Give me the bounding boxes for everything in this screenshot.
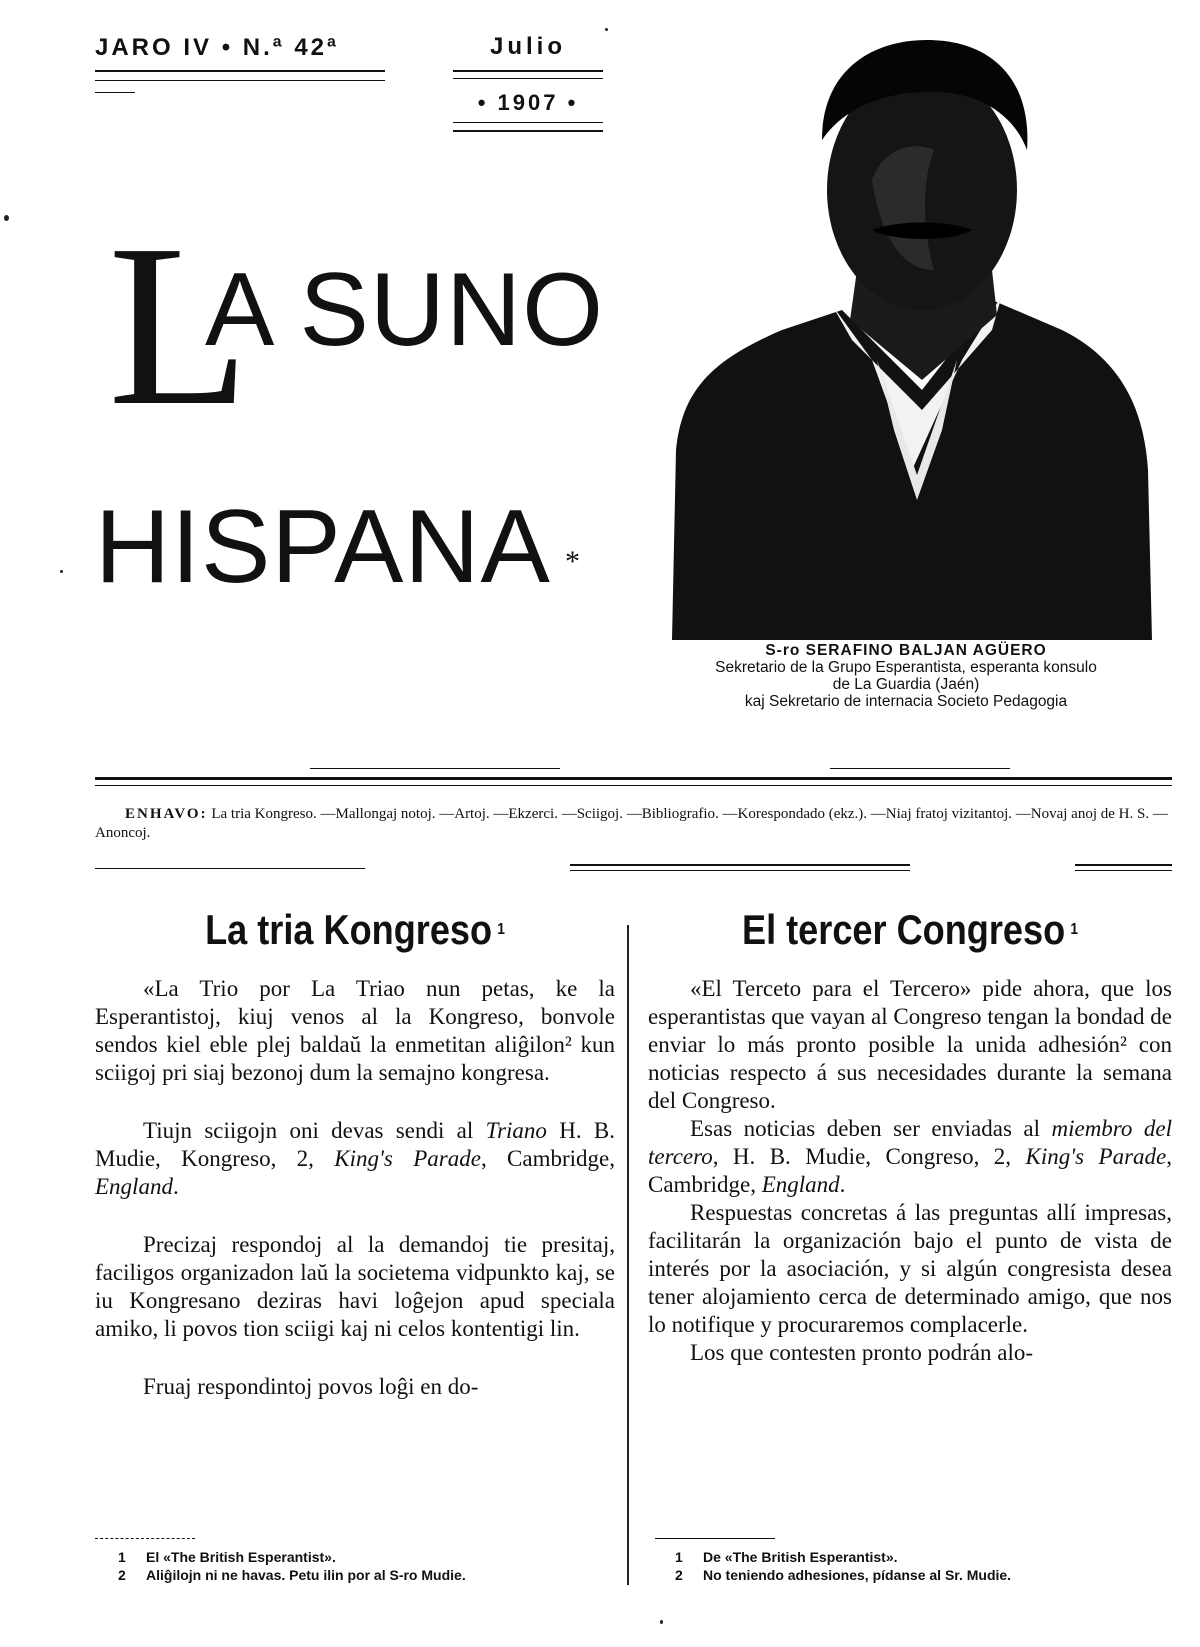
text-run: H. B. Mudie, Kongreso, 2,: [95, 1118, 615, 1171]
article-heading: [685, 905, 1136, 955]
footnote: [675, 1548, 1175, 1566]
print-speck: [60, 570, 63, 573]
text-run: , Cambridge,: [480, 1146, 616, 1171]
heading-text: El tercer Congreso: [741, 906, 1066, 953]
italic-run: England: [95, 1174, 173, 1199]
ornament-rule: [830, 768, 1010, 769]
italic-run: King's Parade: [1025, 1144, 1167, 1169]
toc-rule: [570, 870, 910, 871]
portrait-caption: [640, 642, 1172, 710]
article-esperanto: [95, 905, 615, 1401]
article-paragraph: Respuestas concretas á las preguntas allí impresas, facilitarán la organización bajo el punto de vista de interés por la asociación, y si algún congresista desea tener alojamiento cerca de determinado amigo, que nos lo notifique y procuraremos complacerle.: [648, 1200, 1172, 1337]
table-of-contents: [95, 805, 1172, 843]
text-run: .: [839, 1172, 846, 1197]
article-paragraph: Fruaj respondintoj povos loĝi en do-: [143, 1374, 479, 1399]
footnotes-right: [675, 1548, 1175, 1584]
toc-rule: [1075, 870, 1172, 871]
footnote-number: 2: [675, 1567, 683, 1583]
article-paragraph: «El Terceto para el Tercero» pide ahora, que los esperantistas que vayan al Congreso tengan la bondad de enviar lo más pronto posible la unida adhesión² con noticias respecto á sus necesidades durante la semana del Congreso.: [648, 976, 1172, 1113]
section-rule: [95, 785, 1172, 786]
title-initial: L: [108, 197, 250, 454]
footnote: [118, 1566, 628, 1584]
italic-run: England: [761, 1172, 840, 1197]
italic-run: King's Parade: [334, 1146, 481, 1171]
article-paragraph: «La Trio por La Triao nun petas, ke la Esperantistoj, kiuj venos al la Kongreso, bonvole sendos kiel eble plej baldaŭ la enmetitan aliĝilon² kun sciigoj pri siaj bezonoj dum la semajno kongresa.: [95, 976, 615, 1085]
title-line-2: HISPANA: [95, 489, 551, 605]
toc-rule: [1075, 864, 1172, 866]
ornament-rule: [310, 768, 560, 769]
toc-rule: [95, 868, 365, 869]
italic-run: miembro del tercero: [648, 1116, 1172, 1169]
footnotes-left: [118, 1548, 628, 1584]
italic-run: Triano: [485, 1118, 547, 1143]
toc-rule: [570, 864, 910, 866]
footnote-number: 1: [118, 1549, 126, 1565]
article-spanish: [648, 905, 1172, 1367]
masthead-rule: [95, 80, 385, 81]
article-heading: [131, 905, 578, 955]
date-rule: [453, 122, 603, 123]
caption-name: S-ro SERAFINO BALJAN AGÜERO: [765, 642, 1047, 659]
text-run: , Cambridge,: [648, 1144, 1172, 1197]
article-paragraph: Precizaj respondoj al la demandoj tie presitaj, faciligos organizadon laŭ la societema vidpunkto kaj, se iu Kongresano deziras havi loĝejon apud speciala amiko, li povos tion sciigi kaj ni celos kontentigi lin.: [95, 1232, 615, 1341]
masthead-rule: [95, 92, 135, 93]
footnote-rule: [655, 1538, 775, 1539]
footnote: [675, 1566, 1175, 1584]
text-run: .: [172, 1174, 179, 1199]
title-star: *: [565, 545, 580, 578]
portrait-image: [672, 30, 1152, 640]
caption-line: de La Guardia (Jaén): [832, 676, 980, 693]
print-speck: [605, 28, 608, 31]
column-divider: [627, 925, 629, 1585]
footnote-text: De «The British Esperantist».: [703, 1549, 898, 1565]
caption-line: kaj Sekretario de internacia Societo Pedagogia: [744, 693, 1068, 710]
footnote-rule: [95, 1538, 195, 1539]
text-run: Esas noticias deben ser enviadas al: [690, 1116, 1052, 1141]
footnote-text: Aliĝilojn ni ne havas. Petu ilin por al S-ro Mudie.: [146, 1567, 466, 1583]
title-line-1: A SUNO: [205, 252, 604, 368]
issue-year: • 1907 •: [477, 90, 579, 115]
footnote-marker: 1: [1070, 921, 1078, 938]
footnote-marker: 1: [497, 921, 505, 938]
article-paragraph: Los que contesten pronto podrán alo-: [690, 1340, 1033, 1365]
date-rule: [453, 70, 603, 72]
toc-label: ENHAVO:: [125, 806, 208, 822]
masthead-rule: [95, 70, 385, 72]
text-run: Tiujn sciigojn oni devas sendi al: [143, 1118, 486, 1143]
footnote-text: El «The British Esperantist».: [146, 1549, 336, 1565]
caption-line: Sekretario de la Grupo Esperantista, esperanta konsulo: [715, 659, 1097, 676]
footnote: [118, 1548, 628, 1566]
text-run: , H. B. Mudie, Congreso, 2,: [712, 1144, 1026, 1169]
section-rule: [95, 777, 1172, 780]
date-rule: [453, 78, 603, 79]
issue-month: Julio: [489, 33, 566, 60]
issue-number: JARO IV • N.ª 42ª: [95, 34, 339, 61]
footnote-number: 2: [118, 1567, 126, 1583]
article-paragraph: [95, 1117, 615, 1201]
print-speck: [4, 215, 9, 221]
date-rule: [453, 130, 603, 132]
toc-text: La tria Kongreso. —Mallongaj notoj. —Artoj. —Ekzerci. —Sciigoj. —Bibliografio. —Korespondado (ekz.). —Niaj fratoj vizitantoj. —Novaj anoj de H. S. —Anoncoj.: [95, 806, 1168, 841]
footnote-text: No teniendo adhesiones, pídanse al Sr. Mudie.: [703, 1567, 1012, 1583]
article-paragraph: [648, 1115, 1172, 1199]
heading-text: La tria Kongreso: [205, 906, 493, 953]
print-speck: [660, 1620, 663, 1624]
footnote-number: 1: [675, 1549, 683, 1565]
